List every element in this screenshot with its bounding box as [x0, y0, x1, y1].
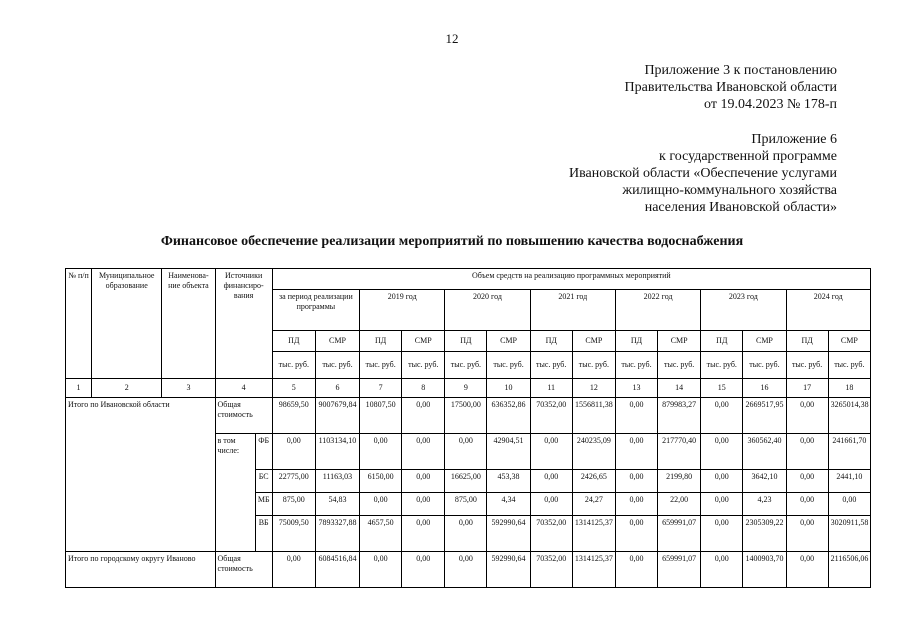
header-object: Наименова-ние объекта	[162, 269, 215, 379]
column-number: 17	[786, 379, 828, 398]
column-number: 6	[315, 379, 359, 398]
header-unit: тыс. руб.	[828, 352, 870, 379]
header-unit: тыс. руб.	[743, 352, 786, 379]
value-cell: 70352,00	[530, 552, 572, 588]
value-cell: 0,00	[615, 516, 657, 552]
value-cell: 3265014,38	[828, 398, 870, 434]
source-cell: Общая стоимость	[215, 552, 272, 588]
value-cell: 0,00	[530, 434, 572, 470]
column-number: 3	[162, 379, 215, 398]
header-pd: ПД	[701, 331, 743, 352]
source-cell: БС	[255, 470, 272, 493]
page-number: 12	[445, 31, 459, 46]
value-cell: 659991,07	[658, 516, 701, 552]
value-cell: 4,23	[743, 493, 786, 516]
value-cell: 0,00	[786, 552, 828, 588]
value-cell: 592990,64	[487, 552, 530, 588]
appendix-6-line: Приложение 6	[751, 132, 837, 147]
value-cell: 240235,09	[572, 434, 615, 470]
value-cell: 0,00	[530, 470, 572, 493]
value-cell: 11163,03	[315, 470, 359, 493]
value-cell: 1556811,38	[572, 398, 615, 434]
value-cell: 1400903,70	[743, 552, 786, 588]
column-number-row	[66, 379, 871, 398]
header-smr: СМР	[487, 331, 530, 352]
value-cell: 0,00	[701, 516, 743, 552]
value-cell: 2441,10	[828, 470, 870, 493]
value-cell: 360562,40	[743, 434, 786, 470]
column-number: 18	[828, 379, 870, 398]
source-cell: Общая стоимость	[215, 398, 272, 434]
appendix-6-line: жилищно-коммунального хозяйства	[622, 183, 837, 198]
value-cell: 0,00	[828, 493, 870, 516]
value-cell: 0,00	[701, 493, 743, 516]
value-cell: 98659,50	[272, 398, 315, 434]
column-number: 2	[92, 379, 162, 398]
header-smr: СМР	[743, 331, 786, 352]
value-cell: 0,00	[786, 434, 828, 470]
value-cell: 42904,51	[487, 434, 530, 470]
value-cell: 0,00	[272, 434, 315, 470]
value-cell: 0,00	[701, 398, 743, 434]
value-cell: 0,00	[786, 470, 828, 493]
header-pd: ПД	[272, 331, 315, 352]
column-number: 15	[701, 379, 743, 398]
header-unit: тыс. руб.	[615, 352, 657, 379]
appendix-6-line: населения Ивановской области»	[644, 200, 837, 215]
appendix-3-heading	[625, 62, 837, 113]
appendix-6-line: к государственной программе	[659, 149, 837, 164]
value-cell: 70352,00	[530, 398, 572, 434]
header-unit: тыс. руб.	[272, 352, 315, 379]
value-cell: 6084516,84	[315, 552, 359, 588]
value-cell: 3642,10	[743, 470, 786, 493]
value-cell: 22,00	[658, 493, 701, 516]
column-number: 1	[66, 379, 92, 398]
value-cell: 0,00	[615, 552, 657, 588]
value-cell: 0,00	[402, 516, 445, 552]
source-cell: МБ	[255, 493, 272, 516]
value-cell: 16625,00	[445, 470, 487, 493]
header-smr: СМР	[572, 331, 615, 352]
value-cell: 22775,00	[272, 470, 315, 493]
header-pd: ПД	[530, 331, 572, 352]
value-cell: 0,00	[272, 552, 315, 588]
value-cell: 0,00	[615, 434, 657, 470]
value-cell: 592990,64	[487, 516, 530, 552]
value-cell: 54,83	[315, 493, 359, 516]
header-num: № п/п	[66, 269, 92, 379]
header-unit: тыс. руб.	[658, 352, 701, 379]
value-cell: 879983,27	[658, 398, 701, 434]
column-number: 14	[658, 379, 701, 398]
value-cell: 2305309,22	[743, 516, 786, 552]
header-year: 2022 год	[615, 290, 700, 331]
appendix-3-line: от 19.04.2023 № 178-п	[704, 97, 837, 112]
appendix-3-line: Правительства Ивановской области	[624, 80, 837, 95]
table-row	[66, 552, 871, 588]
header-unit: тыс. руб.	[701, 352, 743, 379]
value-cell: 0,00	[402, 552, 445, 588]
header-unit: тыс. руб.	[786, 352, 828, 379]
value-cell: 2426,65	[572, 470, 615, 493]
value-cell: 24,27	[572, 493, 615, 516]
value-cell: 1314125,37	[572, 552, 615, 588]
value-cell: 0,00	[445, 516, 487, 552]
value-cell: 70352,00	[530, 516, 572, 552]
value-cell: 0,00	[445, 434, 487, 470]
column-number: 12	[572, 379, 615, 398]
value-cell: 6150,00	[360, 470, 402, 493]
value-cell: 10807,50	[360, 398, 402, 434]
column-number: 5	[272, 379, 315, 398]
value-cell: 0,00	[530, 493, 572, 516]
value-cell: 2669517,95	[743, 398, 786, 434]
financing-table	[65, 268, 871, 588]
value-cell: 217770,40	[658, 434, 701, 470]
value-cell: 0,00	[360, 552, 402, 588]
appendix-3-line: Приложение 3 к постановлению	[644, 63, 837, 78]
appendix-6-heading	[569, 131, 837, 216]
header-smr: СМР	[402, 331, 445, 352]
header-pd: ПД	[615, 331, 657, 352]
value-cell: 0,00	[615, 493, 657, 516]
appendix-6-line: Ивановской области «Обеспечение услугами	[568, 166, 837, 181]
value-cell: 4,34	[487, 493, 530, 516]
value-cell: 0,00	[360, 434, 402, 470]
value-cell: 0,00	[402, 434, 445, 470]
header-unit: тыс. руб.	[402, 352, 445, 379]
column-number: 4	[215, 379, 272, 398]
value-cell: 7893327,88	[315, 516, 359, 552]
header-smr: СМР	[828, 331, 870, 352]
source-cell: ВБ	[255, 516, 272, 552]
document-title: Финансовое обеспечение реализации мероприятий по повышению качества водоснабжения	[160, 234, 744, 249]
header-year: 2023 год	[701, 290, 786, 331]
value-cell: 17500,00	[445, 398, 487, 434]
value-cell: 0,00	[701, 434, 743, 470]
value-cell: 1103134,10	[315, 434, 359, 470]
value-cell: 875,00	[445, 493, 487, 516]
value-cell: 2116506,06	[828, 552, 870, 588]
value-cell: 453,38	[487, 470, 530, 493]
value-cell: 9007679,84	[315, 398, 359, 434]
header-unit: тыс. руб.	[487, 352, 530, 379]
header-period-total: за период реализации программы	[272, 290, 359, 331]
header-year: 2020 год	[445, 290, 530, 331]
value-cell: 875,00	[272, 493, 315, 516]
header-smr: СМР	[315, 331, 359, 352]
header-unit: тыс. руб.	[360, 352, 402, 379]
header-unit: тыс. руб.	[572, 352, 615, 379]
value-cell: 0,00	[786, 398, 828, 434]
value-cell: 0,00	[360, 493, 402, 516]
header-year: 2021 год	[530, 290, 615, 331]
column-number: 13	[615, 379, 657, 398]
value-cell: 0,00	[402, 398, 445, 434]
value-cell: 241661,70	[828, 434, 870, 470]
header-municipality: Муниципальное образование	[92, 269, 162, 379]
column-number: 8	[402, 379, 445, 398]
header-year: 2019 год	[360, 290, 445, 331]
header-smr: СМР	[658, 331, 701, 352]
value-cell: 0,00	[701, 470, 743, 493]
including-label: в том числе:	[215, 434, 255, 552]
value-cell: 75009,50	[272, 516, 315, 552]
value-cell: 1314125,37	[572, 516, 615, 552]
header-unit: тыс. руб.	[315, 352, 359, 379]
header-sources: Источники финансиро-вания	[215, 269, 272, 379]
table-row	[66, 398, 871, 434]
value-cell: 636352,86	[487, 398, 530, 434]
value-cell: 659991,07	[658, 552, 701, 588]
header-unit: тыс. руб.	[445, 352, 487, 379]
source-cell: ФБ	[255, 434, 272, 470]
value-cell: 0,00	[615, 470, 657, 493]
value-cell: 0,00	[402, 493, 445, 516]
row-label-ivanovo-total: Итого по городскому округу Иваново	[66, 552, 216, 588]
header-unit: тыс. руб.	[530, 352, 572, 379]
header-year: 2024 год	[786, 290, 870, 331]
header-pd: ПД	[360, 331, 402, 352]
column-number: 11	[530, 379, 572, 398]
value-cell: 0,00	[615, 398, 657, 434]
row-label-oblast-total: Итого по Ивановской области	[66, 398, 216, 552]
column-number: 7	[360, 379, 402, 398]
value-cell: 0,00	[786, 493, 828, 516]
value-cell: 0,00	[402, 470, 445, 493]
value-cell: 3020911,58	[828, 516, 870, 552]
header-volume: Объем средств на реализацию программных мероприятий	[272, 269, 870, 290]
value-cell: 0,00	[786, 516, 828, 552]
header-pd: ПД	[445, 331, 487, 352]
value-cell: 0,00	[701, 552, 743, 588]
value-cell: 4657,50	[360, 516, 402, 552]
column-number: 10	[487, 379, 530, 398]
value-cell: 0,00	[445, 552, 487, 588]
column-number: 9	[445, 379, 487, 398]
column-number: 16	[743, 379, 786, 398]
header-pd: ПД	[786, 331, 828, 352]
value-cell: 2199,80	[658, 470, 701, 493]
